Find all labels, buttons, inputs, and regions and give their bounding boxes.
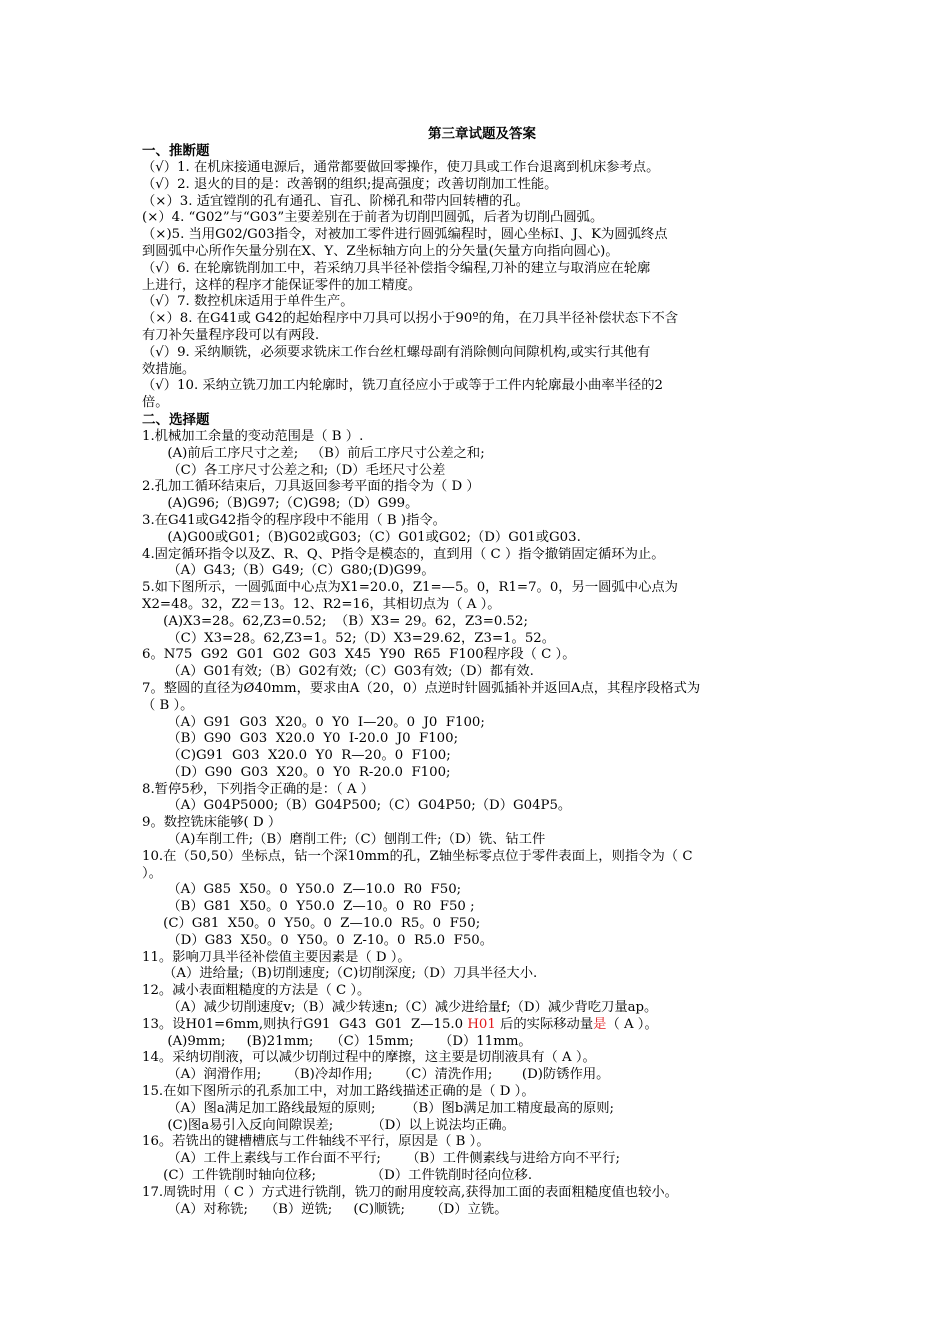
text-line: (C)图a易引入反向间隙误差; （D）以上说法均正确。 [142,1117,515,1133]
text-line: （A）G04P5000;（B）G04P500;（C）G04P50;（D）G04P5。 [142,798,572,814]
text-line: （A）G85 X50。0 Y50.0 Z—10.0 R0 F50; [142,882,462,898]
text-line: 6。N75 G92 G01 G02 G03 X45 Y90 R65 F100程序段（ C ）。 [142,647,576,663]
text-line: （D）G83 X50。0 Y50。0 Z-10。0 R5.0 F50。 [142,932,494,948]
q13-highlight-shi: 是 [593,1016,607,1032]
text-line: （×）8. 在G41或 G42的起始程序中刀具可以拐小于90º的角，在刀具半径补偿状态下不含 [142,311,679,327]
text-line: (A)G96;（B)G97;（C)G98;（D）G99。 [142,496,419,512]
text-line: （A）润滑作用; （B)冷却作用; （C）清洗作用; (D)防锈作用。 [142,1067,610,1083]
text-line: （B）G81 X50。0 Y50.0 Z—10。0 R0 F50 ; [142,899,475,915]
text-line: （A）工件上素线与工作台面不平行; （B）工件侧素线与进给方向不平行; [142,1151,620,1167]
text-line: （A）图a满足加工路线最短的原则; （B）图b满足加工精度最高的原则; [142,1100,615,1116]
text-line: （A）进给量;（B)切削速度;（C)切削深度;（D）刀具半径大小. [142,966,538,982]
text-line: 14。采纳切削液，可以减少切削过程中的摩擦，这主要是切削液具有（ A ）。 [142,1050,596,1066]
text-line: 12。减小表面粗糙度的方法是（ C ）。 [142,983,371,999]
text-line: 1.机械加工余量的变动范围是（ B ）. [142,428,364,444]
choice-list [142,429,822,1218]
text-line: （A）G43;（B）G49;（C）G80;(D)G99。 [142,563,435,579]
text-line: 上进行，这样的程序才能保证零件的加工精度。 [142,277,422,293]
text-line: (C）G81 X50。0 Y50。0 Z—10.0 R5。0 F50; [142,916,481,932]
text-line: (A)9mm; (B)21mm; （C）15mm; （D）11mm。 [142,1033,532,1049]
text-line: 16。若铣出的键槽槽底与工件轴线不平行，原因是（ B ）。 [142,1134,490,1150]
text-line: 5.如下图所示，一圆弧面中心点为X1=20.0，Z1=—5。0，R1=7。0，另一圆弧中心点为 [142,580,678,596]
text-line: 10.在（50,50）坐标点，钻一个深10mm的孔，Z轴坐标零点位于零件表面上，则指令为（ C [142,848,693,864]
text-line: (A)G00或G01;（B)G02或G03;（C）G01或G02;（D）G01或G03. [142,529,581,545]
text-line: （B）G90 G03 X20.0 Y0 I-20.0 J0 F100; [142,731,459,747]
text-line: (A)X3=28。62,Z3=0.52; （B）X3= 29。62，Z3=0.52; [142,613,528,629]
text-line: （C）X3=28。62,Z3=1。52;（D）X3=29.62，Z3=1。52。 [142,630,556,646]
text-line: （×)5. 当用G02/G03指令，对被加工零件进行圆弧编程时，圆心坐标I、J、K为圆弧终点 [142,227,668,243]
text-line: 9。数控铣床能够( D ） [142,815,282,831]
text-line: （ B ）。 [142,697,194,713]
text-line: （C）各工序尺寸公差之和;（D）毛坯尺寸公差 [142,462,446,478]
section-heading-judgement: 一、推断题 [142,143,210,159]
section-heading-choice: 二、选择题 [142,411,210,428]
text-line: （C)G91 G03 X20.0 Y0 R—20。0 F100; [142,748,451,764]
document-content [142,126,822,1218]
text-line: （√）1. 在机床接通电源后，通常都要做回零操作，使刀具或工作台退离到机床参考点。 [142,160,660,175]
q13-text-pre: 13。设H01=6mm,则执行G91 G43 G01 Z—15.0 [142,1016,468,1032]
text-line: （D）G90 G03 X20。0 Y0 R-20.0 F100; [142,764,451,780]
text-line: 4.固定循环指令以及Z、R、Q、P指令是模态的，直到用（ C ）指令撤销固定循环为止。 [142,546,665,562]
question-13-line [142,1017,822,1034]
text-line: 3.在G41或G42指令的程序段中不能用（ B )指令。 [142,512,446,528]
text-line: （A）对称铣; （B）逆铣; (C)顺铣; （D）立铣。 [142,1201,508,1217]
text-line: 7。整圆的直径为Ø40mm，要求由A（20，0）点逆时针圆弧插补并返回A点，其程序段格式为 [142,680,701,696]
text-line: （A）G01有效;（B）G02有效;（C）G03有效;（D）都有效. [142,664,534,680]
q13-highlight-h01: H01 [467,1016,496,1032]
text-line: ）。 [142,865,162,881]
text-line: （A)车削工件;（B）磨削工件;（C）刨削工件;（D）铣、钻工件 [142,832,546,848]
text-line: 17.周铣时用（ C ）方式进行铣削，铣刀的耐用度较高,获得加工面的表面粗糙度值也较小。 [142,1184,678,1200]
text-line: 2.孔加工循环结束后，刀具返回参考平面的指令为（ D ） [142,479,480,495]
text-line: 倍。 [142,395,169,411]
text-line: （×）3. 适宜镗削的孔有通孔、盲孔、阶梯孔和带内回转槽的孔。 [142,193,530,209]
text-line: (C）工件铣削时轴向位移; （D）工件铣削时径向位移. [142,1168,533,1184]
text-line: 有刀补矢量程序段可以有两段. [142,327,320,343]
text-line: (×）4. “G02”与“G03”主要差别在于前者为切削凹圆弧，后者为切削凸圆弧。 [142,210,604,226]
text-line: 15.在如下图所示的孔系加工中，对加工路线描述正确的是（ D ）。 [142,1084,535,1100]
text-line: （√）9. 采纳顺铣，必须要求铣床工作台丝杠螺母副有消除侧向间隙机构,或实行其他有 [142,344,651,360]
page-title: 第三章试题及答案 [428,126,536,142]
q13-text-post: （ A ）。 [606,1016,658,1032]
text-line: 11。影响刀具半径补偿值主要因素是（ D ）。 [142,949,411,965]
text-line: （√）7. 数控机床适用于单件生产。 [142,294,354,310]
text-line: 8.暂停5秒，下列指令正确的是：（ A ） [142,781,375,797]
text-line: (A)前后工序尺寸之差; （B）前后工序尺寸公差之和; [142,445,485,461]
text-line: X2=48。32，Z2＝13。12、R2=16，其相切点为（ A ）。 [142,596,501,612]
text-line: （√）10. 采纳立铣刀加工内轮廓时，铣刀直径应小于或等于工件内轮廓最小曲率半径的2 [142,378,663,394]
q13-text-mid: 后的实际移动量 [495,1016,594,1032]
text-line: （A）G91 G03 X20。0 Y0 I—20。0 J0 F100; [142,714,485,730]
text-line: （√）2. 退火的目的是：改善钢的组织;提高强度；改善切削加工性能。 [142,176,558,192]
text-line: 效措施。 [142,361,196,377]
text-line: （√）6. 在轮廓铣削加工中，若采纳刀具半径补偿指令编程,刀补的建立与取消应在轮廓 [142,260,651,276]
judgement-list [142,160,822,412]
text-line: （A）减少切削速度v;（B）减少转速n;（C）减少进给量f;（D）减少背吃刀量ap。 [142,1000,658,1016]
text-line: 到圆弧中心所作矢量分别在X、Y、Z坐标轴方向上的分矢量(矢量方向指向圆心)。 [142,243,619,259]
